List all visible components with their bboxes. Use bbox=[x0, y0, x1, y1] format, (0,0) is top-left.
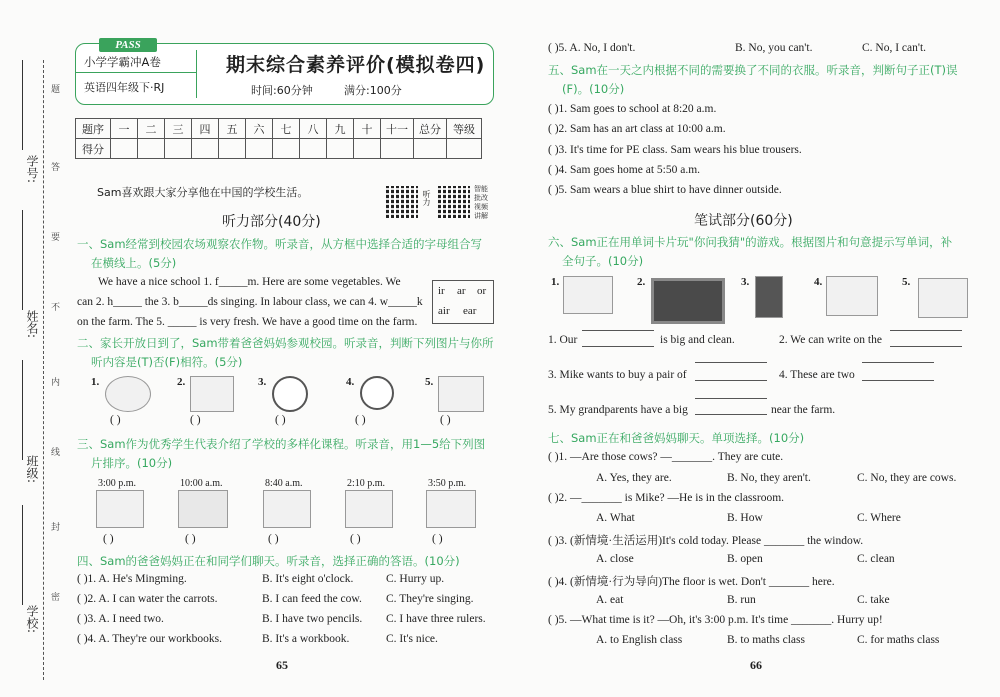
section-1-title-cont: 在横线上。(5分) bbox=[91, 256, 177, 270]
answer-paren[interactable]: ( ) bbox=[355, 414, 366, 426]
qr-label-video: 智能批改视频讲解 bbox=[474, 185, 488, 220]
score-cell[interactable] bbox=[273, 139, 300, 159]
word-option: ear bbox=[463, 305, 477, 317]
time-label: 2:10 p.m. bbox=[347, 478, 386, 489]
seal-char: 答 bbox=[51, 163, 61, 173]
option-a[interactable]: ( )2. A. I can water the carrots. bbox=[77, 593, 218, 605]
picture-english bbox=[263, 490, 311, 528]
answer-line[interactable] bbox=[862, 380, 934, 381]
picture-art bbox=[345, 490, 393, 528]
item-number: 1. bbox=[551, 276, 560, 288]
table-cell: 题序 bbox=[76, 119, 111, 139]
option-b[interactable]: B. How bbox=[727, 512, 763, 524]
score-cell[interactable] bbox=[447, 139, 482, 159]
score-cell[interactable] bbox=[354, 139, 381, 159]
header-sep bbox=[76, 72, 196, 73]
section-5-title: 五、Sam在一天之内根据不同的需要换了不同的衣服。听录音，判断句子正(T)误 bbox=[548, 63, 958, 77]
intro-text: Sam喜欢跟大家分享他在中国的学校生活。 bbox=[97, 186, 309, 199]
class-label: 班级: bbox=[25, 455, 39, 484]
fill-sentence: is big and clean. bbox=[660, 334, 735, 346]
fill-sentence: 1. Our bbox=[548, 334, 578, 346]
score-cell[interactable] bbox=[414, 139, 447, 159]
section-3-title-cont: 片排序。(10分) bbox=[91, 456, 173, 470]
item-number: 1. bbox=[91, 376, 100, 388]
option-a[interactable]: A. eat bbox=[596, 594, 624, 606]
section-5-title-cont: (F)。(10分) bbox=[562, 82, 625, 96]
answer-paren[interactable]: ( ) bbox=[110, 414, 121, 426]
s1-line: We have a nice school 1. f_____m. Here are some vegetables. We bbox=[98, 276, 401, 288]
school-underline bbox=[22, 505, 23, 605]
picture-horses bbox=[826, 276, 878, 316]
table-cell: 十一 bbox=[381, 119, 414, 139]
item-number: 3. bbox=[741, 276, 750, 288]
subject-name: 英语四年级下·RJ bbox=[84, 81, 165, 94]
mc-question: ( )1. —Are those cows? —_______. They are cute. bbox=[548, 451, 784, 463]
table-cell: 八 bbox=[300, 119, 327, 139]
answer-paren[interactable]: ( ) bbox=[185, 533, 196, 545]
word-option: ir bbox=[438, 285, 445, 297]
brand-logo: PASS bbox=[99, 38, 157, 52]
time-label: 10:00 a.m. bbox=[180, 478, 223, 489]
fill-sentence: 4. These are two bbox=[779, 369, 855, 381]
picture-girl bbox=[105, 376, 151, 412]
time-label: 8:40 a.m. bbox=[265, 478, 303, 489]
answer-line[interactable] bbox=[695, 414, 767, 415]
picture-maths bbox=[178, 490, 228, 528]
option-c[interactable]: C. for maths class bbox=[857, 634, 940, 646]
table-cell: 总分 bbox=[414, 119, 447, 139]
full-score: 满分:100分 bbox=[344, 84, 402, 97]
fill-sentence: 3. Mike wants to buy a pair of bbox=[548, 369, 687, 381]
seal-char: 内 bbox=[51, 378, 61, 388]
item-number: 3. bbox=[258, 376, 267, 388]
option-b[interactable]: B. It's eight o'clock. bbox=[262, 573, 354, 585]
table-cell: 十 bbox=[354, 119, 381, 139]
fill-sentence: 2. We can write on the bbox=[779, 334, 882, 346]
answer-paren[interactable]: ( ) bbox=[432, 533, 443, 545]
table-cell: 四 bbox=[192, 119, 219, 139]
picture-trousers bbox=[755, 276, 783, 318]
picture-house bbox=[918, 278, 968, 318]
s1-line: can 2. h_____ the 3. b_____ds singing. In labour class, we can 4. w_____k bbox=[77, 296, 423, 308]
seal-char: 密 bbox=[51, 593, 61, 603]
option-b[interactable]: B. I can feed the cow. bbox=[262, 593, 362, 605]
answer-line[interactable] bbox=[695, 380, 767, 381]
section-4-title: 四、Sam的爸爸妈妈正在和同学们聊天。听录音，选择正确的答语。(10分) bbox=[77, 554, 460, 568]
section-2-title-cont: 听内容是(T)否(F)相符。(5分) bbox=[91, 355, 243, 369]
mc-question: ( )5. —What time is it? —Oh, it's 3:00 p.m. It's time _______. Hurry up! bbox=[548, 614, 883, 626]
option-c[interactable]: C. Hurry up. bbox=[386, 573, 445, 585]
picture-classroom-desk bbox=[563, 276, 613, 314]
answer-line[interactable] bbox=[695, 362, 767, 363]
seal-char: 线 bbox=[51, 448, 61, 458]
item-number: 5. bbox=[902, 276, 911, 288]
answer-paren[interactable]: ( ) bbox=[268, 533, 279, 545]
fill-sentence: near the farm. bbox=[771, 404, 836, 416]
answer-line[interactable] bbox=[890, 346, 962, 347]
answer-paren[interactable]: ( ) bbox=[103, 533, 114, 545]
seal-char: 封 bbox=[51, 523, 61, 533]
answer-paren[interactable]: ( ) bbox=[275, 414, 286, 426]
item-number: 4. bbox=[346, 376, 355, 388]
id-label: 学号: bbox=[25, 155, 39, 184]
seal-char: 不 bbox=[51, 303, 61, 313]
table-cell: 等级 bbox=[447, 119, 482, 139]
table-cell: 一 bbox=[111, 119, 138, 139]
option-b[interactable]: B. No, they aren't. bbox=[727, 472, 811, 484]
page-number-left: 65 bbox=[276, 658, 288, 672]
answer-line[interactable] bbox=[862, 362, 934, 363]
option-c[interactable]: C. I have three rulers. bbox=[386, 613, 486, 625]
fill-sentence: 5. My grandparents have a big bbox=[548, 404, 688, 416]
score-cell[interactable] bbox=[246, 139, 273, 159]
option-b[interactable]: B. to maths class bbox=[727, 634, 805, 646]
option-c[interactable]: C. take bbox=[857, 594, 890, 606]
score-cell[interactable] bbox=[219, 139, 246, 159]
picture-classroom bbox=[438, 376, 484, 412]
tf-statement[interactable]: ( )4. Sam goes home at 5:50 a.m. bbox=[548, 164, 701, 176]
option-a[interactable]: A. Yes, they are. bbox=[596, 472, 672, 484]
qr-label-listening: 听力 bbox=[422, 190, 431, 206]
section-1-title: 一、Sam经常到校园农场观察农作物。听录音，从方框中选择合适的字母组合写 bbox=[77, 237, 483, 251]
qr-code-icon[interactable] bbox=[438, 186, 470, 218]
tf-statement[interactable]: ( )5. Sam wears a blue shirt to have dinner outside. bbox=[548, 184, 782, 196]
tf-statement[interactable]: ( )3. It's time for PE class. Sam wears his blue trousers. bbox=[548, 144, 802, 156]
tf-statement[interactable]: ( )2. Sam has an art class at 10:00 a.m. bbox=[548, 123, 726, 135]
table-cell: 六 bbox=[246, 119, 273, 139]
table-cell: 二 bbox=[138, 119, 165, 139]
no-littering-icon bbox=[360, 376, 394, 410]
word-option: ar bbox=[457, 285, 466, 297]
header-divider bbox=[196, 50, 197, 98]
section-6-title-cont: 全句子。(10分) bbox=[562, 254, 644, 268]
answer-paren[interactable]: ( ) bbox=[190, 414, 201, 426]
id-underline bbox=[22, 60, 23, 150]
option-a[interactable]: ( )5. A. No, I don't. bbox=[548, 42, 636, 54]
answer-line[interactable] bbox=[582, 346, 654, 347]
section-6-title: 六、Sam正在用单词卡片玩"你问我猜"的游戏。根据图片和句意提示写单词，补 bbox=[548, 235, 953, 249]
option-c[interactable]: C. Where bbox=[857, 512, 901, 524]
picture-children bbox=[190, 376, 234, 412]
picture-music bbox=[426, 490, 476, 528]
page-number-right: 66 bbox=[750, 658, 762, 672]
option-b[interactable]: B. open bbox=[727, 553, 763, 565]
mc-question: ( )4. (新情境·行为导向)The floor is wet. Don't _______ here. bbox=[548, 576, 835, 588]
school-label: 学校: bbox=[25, 605, 39, 634]
section-7-title: 七、Sam正在和爸爸妈妈聊天。单项选择。(10分) bbox=[548, 431, 805, 445]
seal-char: 要 bbox=[51, 233, 61, 243]
page-title: 期末综合素养评价(模拟卷四) bbox=[226, 54, 486, 76]
word-box bbox=[432, 280, 494, 324]
binding-line bbox=[43, 60, 44, 680]
score-cell[interactable] bbox=[300, 139, 327, 159]
item-number: 2. bbox=[637, 276, 646, 288]
score-cell[interactable] bbox=[327, 139, 354, 159]
option-a[interactable]: A. to English class bbox=[596, 634, 683, 646]
header-box bbox=[75, 43, 494, 105]
answer-line[interactable] bbox=[890, 330, 962, 331]
seal-char: 题 bbox=[51, 85, 61, 95]
table-cell: 得分 bbox=[76, 139, 111, 159]
name-underline bbox=[22, 210, 23, 310]
time-limit: 时间:60分钟 bbox=[251, 84, 313, 97]
score-table bbox=[75, 118, 482, 159]
table-cell: 三 bbox=[165, 119, 192, 139]
word-option: air bbox=[438, 305, 450, 317]
time-label: 3:00 p.m. bbox=[98, 478, 137, 489]
mc-question: ( )2. —_______ is Mike? —He is in the classroom. bbox=[548, 492, 785, 504]
option-a[interactable]: ( )3. A. I need two. bbox=[77, 613, 164, 625]
table-cell: 五 bbox=[219, 119, 246, 139]
time-label: 3:50 p.m. bbox=[428, 478, 467, 489]
mc-question: ( )3. (新情境·生活运用)It's cold today. Please _______ the window. bbox=[548, 535, 864, 547]
option-c[interactable]: C. They're singing. bbox=[386, 593, 474, 605]
option-c[interactable]: C. No, they are cows. bbox=[857, 472, 957, 484]
class-underline bbox=[22, 360, 23, 460]
option-c[interactable]: C. clean bbox=[857, 553, 895, 565]
option-c[interactable]: C. It's nice. bbox=[386, 633, 438, 645]
picture-clock bbox=[272, 376, 308, 412]
item-number: 2. bbox=[177, 376, 186, 388]
score-cell[interactable] bbox=[111, 139, 138, 159]
item-number: 4. bbox=[814, 276, 823, 288]
writing-title: 笔试部分(60分) bbox=[694, 213, 793, 229]
picture-blackboard bbox=[651, 278, 725, 324]
score-cell[interactable] bbox=[192, 139, 219, 159]
word-option: or bbox=[477, 285, 487, 297]
name-label: 姓名: bbox=[25, 310, 39, 339]
item-number: 5. bbox=[425, 376, 434, 388]
score-cell[interactable] bbox=[381, 139, 414, 159]
option-a[interactable]: ( )1. A. He's Mingming. bbox=[77, 573, 187, 585]
option-b[interactable]: B. It's a workbook. bbox=[262, 633, 350, 645]
tf-statement[interactable]: ( )1. Sam goes to school at 8:20 a.m. bbox=[548, 103, 717, 115]
table-cell: 九 bbox=[327, 119, 354, 139]
option-b[interactable]: B. No, you can't. bbox=[735, 42, 813, 54]
answer-paren[interactable]: ( ) bbox=[440, 414, 451, 426]
section-3-title: 三、Sam作为优秀学生代表介绍了学校的多样化课程。听录音，用1—5给下列图 bbox=[77, 437, 486, 451]
table-cell: 七 bbox=[273, 119, 300, 139]
option-b[interactable]: B. I have two pencils. bbox=[262, 613, 363, 625]
listening-title: 听力部分(40分) bbox=[222, 214, 321, 230]
answer-paren[interactable]: ( ) bbox=[350, 533, 361, 545]
series-name: 小学学霸冲A卷 bbox=[84, 55, 161, 69]
section-2-title: 二、家长开放日到了，Sam带着爸爸妈妈参观校园。听录音，判断下列图片与你所 bbox=[77, 336, 494, 350]
qr-code-icon[interactable] bbox=[386, 186, 418, 218]
option-a[interactable]: A. What bbox=[596, 512, 635, 524]
option-b[interactable]: B. run bbox=[727, 594, 756, 606]
option-a[interactable]: ( )4. A. They're our workbooks. bbox=[77, 633, 222, 645]
answer-line[interactable] bbox=[695, 398, 767, 399]
picture-football bbox=[96, 490, 144, 528]
score-cell[interactable] bbox=[165, 139, 192, 159]
score-cell[interactable] bbox=[138, 139, 165, 159]
option-c[interactable]: C. No, I can't. bbox=[862, 42, 927, 54]
s1-line: on the farm. The 5. _____ is very fresh. We have a good time on the farm. bbox=[77, 316, 418, 328]
answer-line[interactable] bbox=[582, 330, 654, 331]
option-a[interactable]: A. close bbox=[596, 553, 634, 565]
